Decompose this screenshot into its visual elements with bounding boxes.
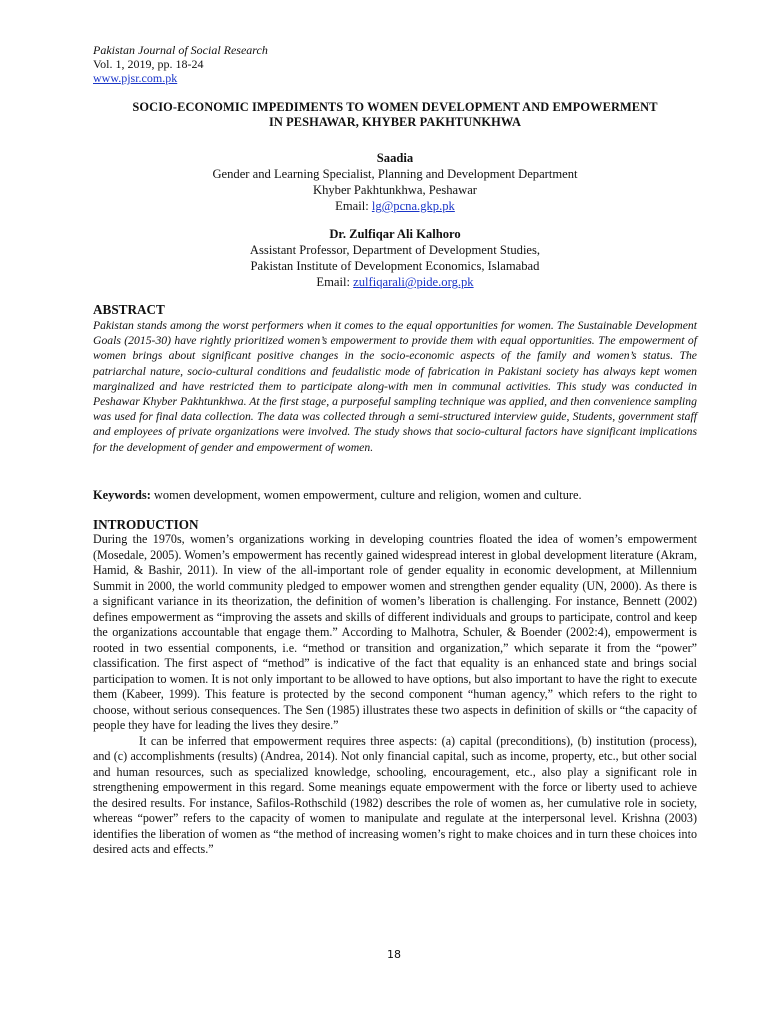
author-affiliation-line: Gender and Learning Specialist, Planning and Development Department — [212, 167, 578, 181]
author-email-link[interactable]: zulfiqarali@pide.org.pk — [353, 275, 474, 289]
author-affiliation-line: Khyber Pakhtunkhwa, Peshawar — [312, 183, 478, 197]
keywords-text: women development, women empowerment, culture and religion, women and culture. — [150, 488, 582, 502]
author-affiliation-line: Pakistan Institute of Development Economics, Islamabad — [250, 259, 540, 273]
paper-title-line-2: IN PESHAWAR, KHYBER PAKHTUNKHWA — [268, 115, 522, 129]
email-label: Email: — [316, 275, 354, 289]
author-block-2 — [93, 226, 697, 290]
abstract-text: Pakistan stands among the worst performers when it comes to the equal opportunities for women. The Sustainable Development Goals (2015-30) have rightly prioritized women’s empowerment to provide them with equal opportunities. The empowerment of women brings about significant positive changes in the socio-economic aspects of the family and women’s status. The patriarchal nature, socio-cultural conditions and feudalistic mode of fabrication in Pakistani society has always kept women marginalized and have restricted them to participate along-with men in communal activities. This study was conducted in Peshawar Khyber Pakhtunkhwa. At the first stage, a purposeful sampling technique was applied, and then convenience sampling was used for final data collection. The data was collected through a semi-structured interview guide, Students, government staff and employees of private organizations were involved. The study shows that socio-cultural factors have significant implications for the development of gender and empowerment of women. — [93, 319, 697, 454]
abstract-heading: ABSTRACT — [93, 302, 165, 317]
author-affiliation-line: Assistant Professor, Department of Development Studies, — [249, 243, 541, 257]
journal-header — [93, 43, 268, 85]
journal-volume: Vol. 1, 2019, pp. 18-24 — [93, 57, 204, 71]
author-block-1 — [93, 150, 697, 214]
paper-title — [80, 100, 710, 130]
paper-title-line-1: SOCIO-ECONOMIC IMPEDIMENTS TO WOMEN DEVELOPMENT AND EMPOWERMENT — [132, 100, 658, 114]
author-name: Saadia — [376, 151, 414, 165]
journal-name: Pakistan Journal of Social Research — [93, 43, 268, 57]
journal-url-link[interactable]: www.pjsr.com.pk — [93, 71, 178, 85]
author-email-line — [93, 198, 697, 214]
paragraph: During the 1970s, women’s organizations working in developing countries floated the idea of women’s empowerment (Mosedale, 2005). Women’s empowerment has recently gained widespread interest in global development literature (Akram, Hamid, & Bashir, 2011). In view of the all-important role of gender equality in economic development, at Millennium Summit in 2000, the world community pledged to empower women and strengthen gender equality (UN, 2000). As there is a significant variance in its theorization, the definition of women’s liberation is challenging. For instance, Bennett (2002) defines empowerment as “improving the assets and skills of different individuals and groups to participate, control and keep the organizations accountable that engage them.” According to Malhotra, Schuler, & Boender (2002:4), empowerment is rooted in two essential components, i.e. “method or transition and organization,” which separate it from the “power” classification. The first aspect of “method” is indicative of the fact that equality is an enhanced state and brings social participation to women. It is not only important to be allowed to have options, but also important to have the right to execute them (Kabeer, 1999). This feature is protected by the second component “human agency,” which refers to the right to choose, without serious consequences. The Sen (1985) illustrates these two aspects in definition of skills or “the capacity of people they have for leading the lives they desire.” — [93, 532, 697, 732]
introduction-body — [93, 532, 697, 858]
introduction-heading: INTRODUCTION — [93, 517, 199, 532]
author-name: Dr. Zulfiqar Ali Kalhoro — [329, 227, 461, 241]
paragraph: It can be inferred that empowerment requires three aspects: (a) capital (preconditions), (b) institution (process), and (c) accomplishments (results) (Andrea, 2014). Not only financial capital, such as income, property, etc., but other social and human resources, such as specialized knowledge, schooling, encouragement, etc., also play a significant role in strengthening empowerment in this regard. Some meanings equate empowerment with the force or liberty used to achieve the desired results. For instance, Safilos-Rothschild (1982) describes the role of women as, her cumulative role in society, whereas “power” refers to the capacity of women to manipulate and regulate at the interpersonal level. Krishna (2003) identifies the liberation of women as “the method of increasing women’s right to make choices and in turn these choices into desired acts and effects.” — [93, 733, 697, 856]
email-label: Email: — [335, 199, 372, 213]
keywords-label: Keywords: — [93, 488, 151, 502]
author-email-link[interactable]: lg@pcna.gkp.pk — [371, 199, 455, 213]
author-email-line — [93, 274, 697, 290]
keywords-line — [93, 487, 713, 503]
page-number: 18 — [387, 948, 401, 961]
